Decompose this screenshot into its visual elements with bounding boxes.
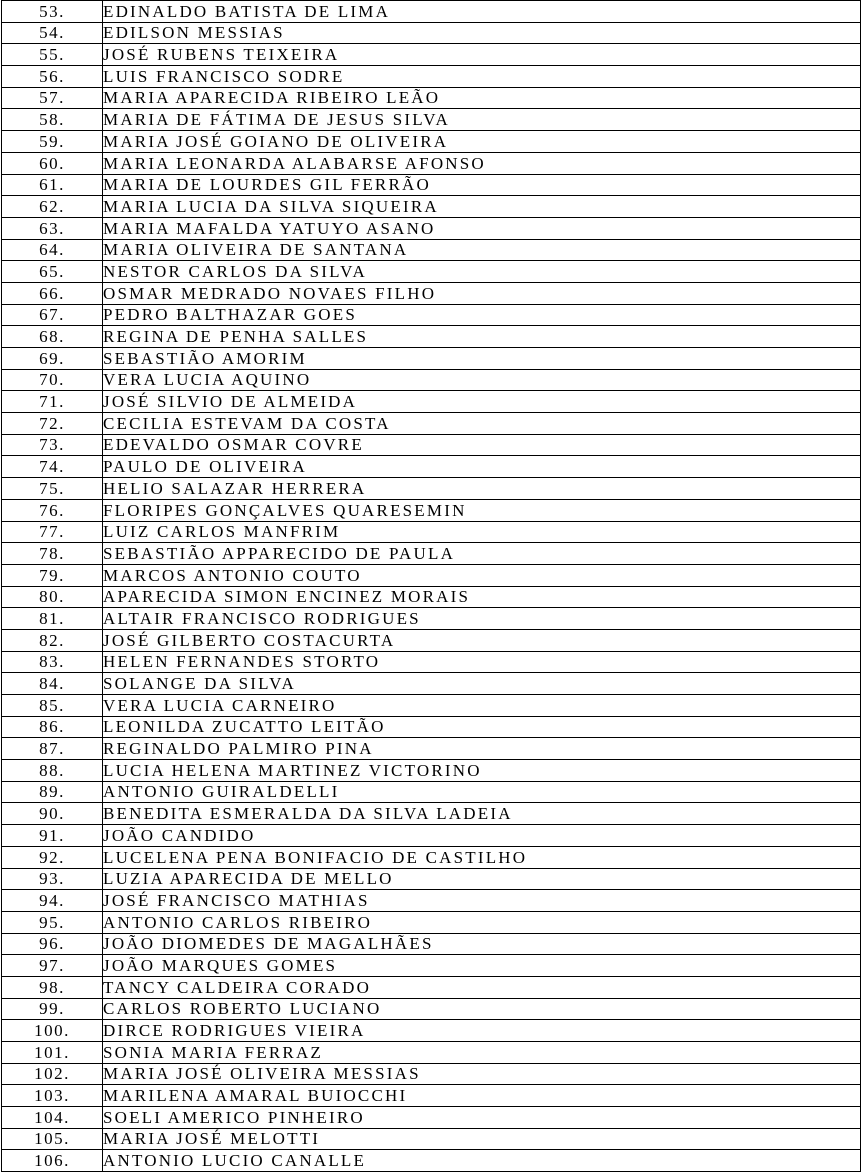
row-number: 95.	[2, 911, 103, 933]
row-number: 71.	[2, 391, 103, 413]
row-number: 92.	[2, 846, 103, 868]
table-row	[2, 673, 861, 695]
row-number: 102.	[2, 1063, 103, 1085]
person-name: JOSÉ FRANCISCO MATHIAS	[103, 890, 861, 912]
person-name: SONIA MARIA FERRAZ	[103, 1042, 861, 1064]
row-number: 75.	[2, 478, 103, 500]
table-row	[2, 109, 861, 131]
row-number: 83.	[2, 651, 103, 673]
row-number: 79.	[2, 564, 103, 586]
person-name: LUIZ CARLOS MANFRIM	[103, 521, 861, 543]
row-number: 101.	[2, 1042, 103, 1064]
row-number: 67.	[2, 304, 103, 326]
person-name: MARCOS ANTONIO COUTO	[103, 564, 861, 586]
person-name: EDINALDO BATISTA DE LIMA	[103, 1, 861, 23]
person-name: MARIA MAFALDA YATUYO ASANO	[103, 217, 861, 239]
row-number: 57.	[2, 87, 103, 109]
row-number: 82.	[2, 629, 103, 651]
row-number: 74.	[2, 456, 103, 478]
table-row	[2, 239, 861, 261]
person-name: PEDRO BALTHAZAR GOES	[103, 304, 861, 326]
person-name: MARIA JOSÉ GOIANO DE OLIVEIRA	[103, 131, 861, 153]
row-number: 65.	[2, 261, 103, 283]
row-number: 77.	[2, 521, 103, 543]
person-name: MARIA OLIVEIRA DE SANTANA	[103, 239, 861, 261]
row-number: 97.	[2, 955, 103, 977]
person-name: EDEVALDO OSMAR COVRE	[103, 434, 861, 456]
person-name: DIRCE RODRIGUES VIEIRA	[103, 1020, 861, 1042]
table-row	[2, 261, 861, 283]
person-name: VERA LUCIA AQUINO	[103, 369, 861, 391]
row-number: 55.	[2, 44, 103, 66]
person-name: CARLOS ROBERTO LUCIANO	[103, 998, 861, 1020]
table-row	[2, 543, 861, 565]
table-row	[2, 760, 861, 782]
table-row	[2, 456, 861, 478]
row-number: 80.	[2, 586, 103, 608]
person-name: ANTONIO LUCIO CANALLE	[103, 1150, 861, 1172]
person-name: LEONILDA ZUCATTO LEITÃO	[103, 716, 861, 738]
table-row	[2, 803, 861, 825]
person-name: SOLANGE DA SILVA	[103, 673, 861, 695]
table-row	[2, 326, 861, 348]
person-name: MARIA JOSÉ MELOTTI	[103, 1128, 861, 1150]
row-number: 84.	[2, 673, 103, 695]
person-name: JOSÉ RUBENS TEIXEIRA	[103, 44, 861, 66]
person-name: TANCY CALDEIRA CORADO	[103, 976, 861, 998]
table-row	[2, 87, 861, 109]
person-name: FLORIPES GONÇALVES QUARESEMIN	[103, 499, 861, 521]
table-row	[2, 44, 861, 66]
names-table-body	[2, 1, 861, 1172]
table-row	[2, 282, 861, 304]
row-number: 105.	[2, 1128, 103, 1150]
person-name: JOÃO CANDIDO	[103, 825, 861, 847]
table-row	[2, 629, 861, 651]
person-name: SOELI AMERICO PINHEIRO	[103, 1107, 861, 1129]
table-row	[2, 369, 861, 391]
table-row	[2, 152, 861, 174]
person-name: MARIA DE LOURDES GIL FERRÃO	[103, 174, 861, 196]
table-row	[2, 1020, 861, 1042]
row-number: 93.	[2, 868, 103, 890]
person-name: BENEDITA ESMERALDA DA SILVA LADEIA	[103, 803, 861, 825]
table-row	[2, 66, 861, 88]
table-row	[2, 1150, 861, 1172]
person-name: EDILSON MESSIAS	[103, 22, 861, 44]
row-number: 72.	[2, 413, 103, 435]
row-number: 59.	[2, 131, 103, 153]
row-number: 70.	[2, 369, 103, 391]
row-number: 66.	[2, 282, 103, 304]
person-name: REGINALDO PALMIRO PINA	[103, 738, 861, 760]
table-row	[2, 1042, 861, 1064]
table-row	[2, 391, 861, 413]
row-number: 81.	[2, 608, 103, 630]
table-row	[2, 933, 861, 955]
table-row	[2, 911, 861, 933]
row-number: 64.	[2, 239, 103, 261]
table-row	[2, 217, 861, 239]
person-name: JOÃO DIOMEDES DE MAGALHÃES	[103, 933, 861, 955]
person-name: REGINA DE PENHA SALLES	[103, 326, 861, 348]
person-name: NESTOR CARLOS DA SILVA	[103, 261, 861, 283]
table-row	[2, 1, 861, 23]
row-number: 68.	[2, 326, 103, 348]
table-row	[2, 586, 861, 608]
person-name: MARIA LUCIA DA SILVA SIQUEIRA	[103, 196, 861, 218]
person-name: SEBASTIÃO APPARECIDO DE PAULA	[103, 543, 861, 565]
person-name: HELIO SALAZAR HERRERA	[103, 478, 861, 500]
table-row	[2, 564, 861, 586]
row-number: 88.	[2, 760, 103, 782]
person-name: HELEN FERNANDES STORTO	[103, 651, 861, 673]
table-row	[2, 868, 861, 890]
table-row	[2, 651, 861, 673]
table-row	[2, 1128, 861, 1150]
row-number: 91.	[2, 825, 103, 847]
row-number: 63.	[2, 217, 103, 239]
table-row	[2, 499, 861, 521]
row-number: 61.	[2, 174, 103, 196]
person-name: JOÃO MARQUES GOMES	[103, 955, 861, 977]
row-number: 85.	[2, 695, 103, 717]
row-number: 69.	[2, 348, 103, 370]
person-name: CECILIA ESTEVAM DA COSTA	[103, 413, 861, 435]
table-row	[2, 716, 861, 738]
table-row	[2, 196, 861, 218]
row-number: 104.	[2, 1107, 103, 1129]
person-name: JOSÉ GILBERTO COSTACURTA	[103, 629, 861, 651]
person-name: MARIA JOSÉ OLIVEIRA MESSIAS	[103, 1063, 861, 1085]
table-row	[2, 521, 861, 543]
person-name: LUIS FRANCISCO SODRE	[103, 66, 861, 88]
table-row	[2, 608, 861, 630]
person-name: OSMAR MEDRADO NOVAES FILHO	[103, 282, 861, 304]
table-row	[2, 825, 861, 847]
person-name: MARILENA AMARAL BUIOCCHI	[103, 1085, 861, 1107]
person-name: JOSÉ SILVIO DE ALMEIDA	[103, 391, 861, 413]
row-number: 98.	[2, 976, 103, 998]
row-number: 89.	[2, 781, 103, 803]
person-name: ANTONIO CARLOS RIBEIRO	[103, 911, 861, 933]
table-row	[2, 1063, 861, 1085]
row-number: 62.	[2, 196, 103, 218]
table-row	[2, 304, 861, 326]
row-number: 87.	[2, 738, 103, 760]
table-row	[2, 174, 861, 196]
row-number: 106.	[2, 1150, 103, 1172]
row-number: 100.	[2, 1020, 103, 1042]
table-row	[2, 738, 861, 760]
person-name: ANTONIO GUIRALDELLI	[103, 781, 861, 803]
row-number: 54.	[2, 22, 103, 44]
names-table	[1, 0, 861, 1172]
table-row	[2, 434, 861, 456]
person-name: SEBASTIÃO AMORIM	[103, 348, 861, 370]
table-row	[2, 976, 861, 998]
row-number: 90.	[2, 803, 103, 825]
table-row	[2, 131, 861, 153]
row-number: 103.	[2, 1085, 103, 1107]
person-name: MARIA APARECIDA RIBEIRO LEÃO	[103, 87, 861, 109]
table-row	[2, 781, 861, 803]
row-number: 60.	[2, 152, 103, 174]
person-name: LUZIA APARECIDA DE MELLO	[103, 868, 861, 890]
person-name: LUCELENA PENA BONIFACIO DE CASTILHO	[103, 846, 861, 868]
row-number: 76.	[2, 499, 103, 521]
person-name: ALTAIR FRANCISCO RODRIGUES	[103, 608, 861, 630]
table-row	[2, 890, 861, 912]
table-row	[2, 1085, 861, 1107]
table-row	[2, 22, 861, 44]
row-number: 73.	[2, 434, 103, 456]
person-name: VERA LUCIA CARNEIRO	[103, 695, 861, 717]
row-number: 53.	[2, 1, 103, 23]
row-number: 78.	[2, 543, 103, 565]
person-name: LUCIA HELENA MARTINEZ VICTORINO	[103, 760, 861, 782]
table-row	[2, 846, 861, 868]
table-row	[2, 478, 861, 500]
table-row	[2, 1107, 861, 1129]
row-number: 86.	[2, 716, 103, 738]
row-number: 94.	[2, 890, 103, 912]
table-row	[2, 998, 861, 1020]
row-number: 96.	[2, 933, 103, 955]
person-name: APARECIDA SIMON ENCINEZ MORAIS	[103, 586, 861, 608]
row-number: 58.	[2, 109, 103, 131]
table-row	[2, 348, 861, 370]
row-number: 56.	[2, 66, 103, 88]
table-row	[2, 413, 861, 435]
row-number: 99.	[2, 998, 103, 1020]
table-row	[2, 955, 861, 977]
person-name: MARIA LEONARDA ALABARSE AFONSO	[103, 152, 861, 174]
table-row	[2, 695, 861, 717]
person-name: PAULO DE OLIVEIRA	[103, 456, 861, 478]
person-name: MARIA DE FÁTIMA DE JESUS SILVA	[103, 109, 861, 131]
